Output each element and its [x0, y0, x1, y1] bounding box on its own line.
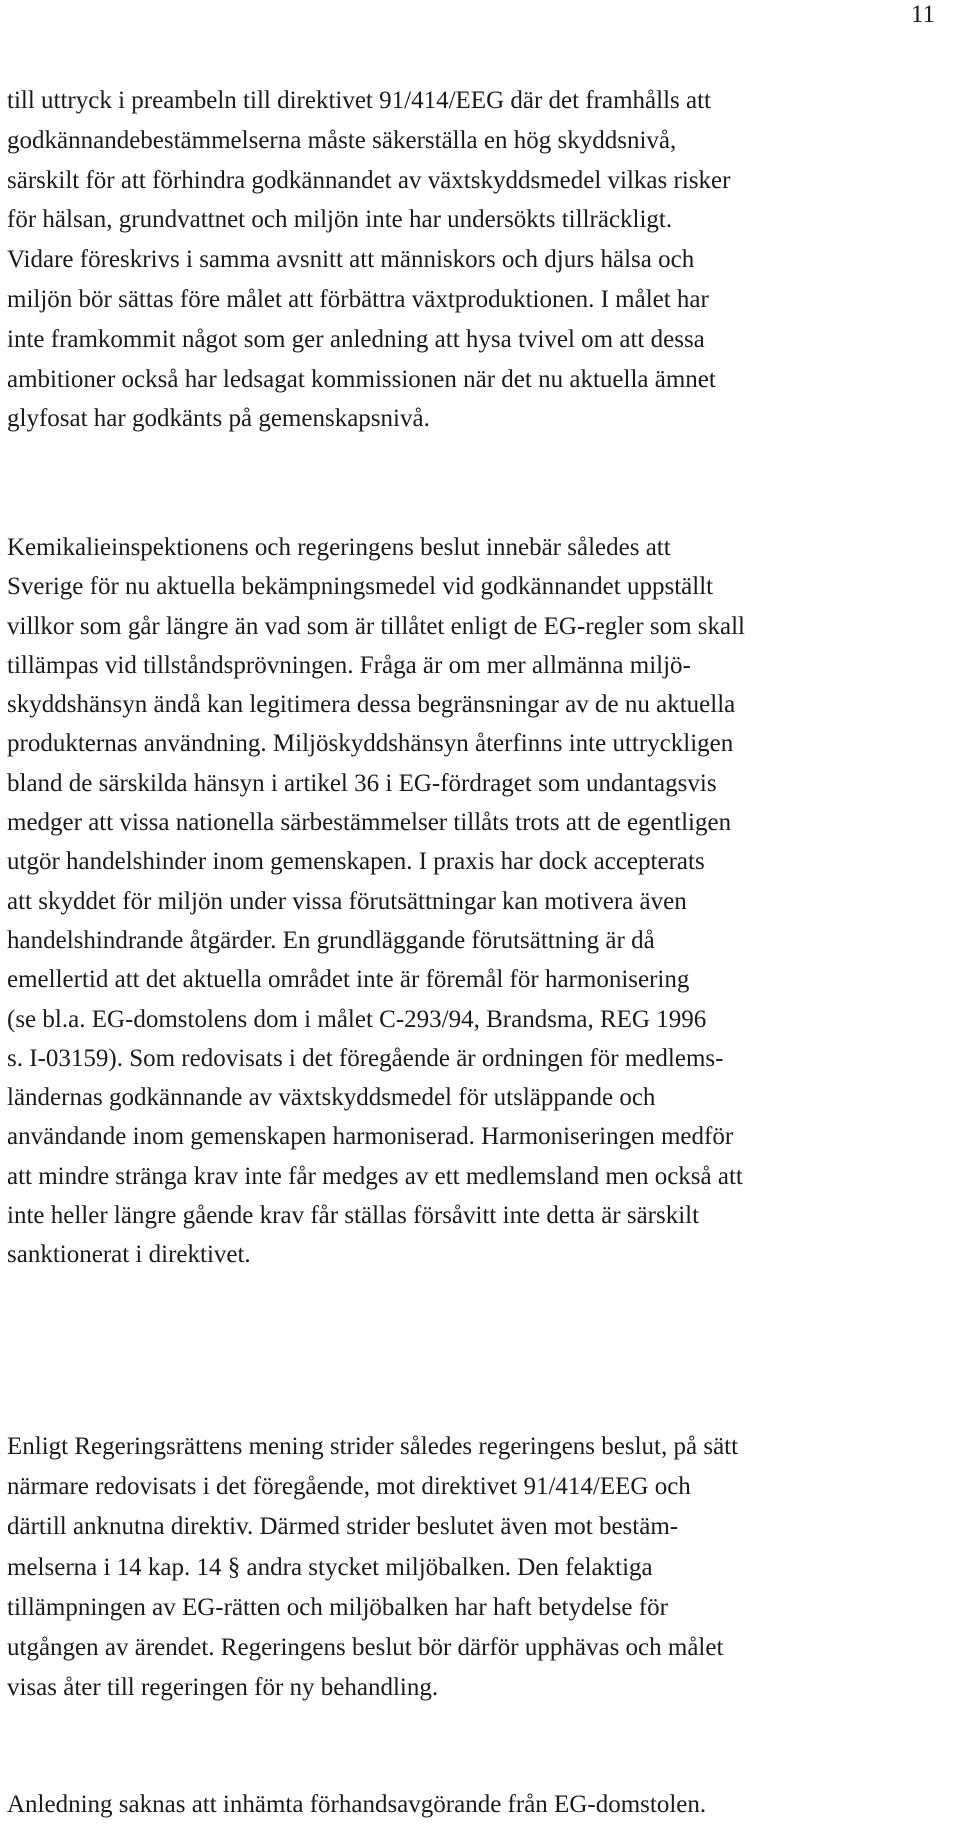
- paragraph-harmonisation-analysis: [7, 528, 947, 1275]
- text-line: melserna i 14 kap. 14 § andra stycket miljöbalken. Den felaktiga: [7, 1553, 653, 1581]
- text-line: visas åter till regeringen för ny behandling.: [7, 1674, 439, 1702]
- text-line: tillämpas vid tillståndsprövningen. Fråga är om mer allmänna miljö-: [7, 651, 691, 679]
- text-line: Sverige för nu aktuella bekämpningsmedel vid godkännandet uppställt: [7, 573, 714, 601]
- text-line: tillämpningen av EG-rätten och miljöbalken har haft betydelse för: [7, 1593, 668, 1621]
- text-line: skyddshänsyn ändå kan legitimera dessa begränsningar av de nu aktuella: [7, 691, 736, 719]
- text-line: att mindre stränga krav inte får medges av ett medlemsland men också att: [7, 1162, 743, 1190]
- text-line: godkännandebestämmelserna måste säkerställa en hög skyddsnivå,: [7, 126, 677, 154]
- text-line: bland de särskilda hänsyn i artikel 36 i EG-fördraget som undantagsvis: [7, 769, 717, 797]
- text-line: miljön bör sättas före målet att förbättra växtproduktionen. I målet har: [7, 285, 709, 313]
- text-line: för hälsan, grundvattnet och miljön inte har undersökts tillräckligt.: [7, 206, 673, 234]
- text-line: sanktionerat i direktivet.: [7, 1241, 251, 1269]
- text-line: Enligt Regeringsrättens mening strider således regeringens beslut, på sätt: [7, 1433, 739, 1460]
- text-line: särskilt för att förhindra godkännandet av växtskyddsmedel vilkas risker: [7, 166, 731, 194]
- text-line: (se bl.a. EG-domstolens dom i målet C-293/94, Brandsma, REG 1996: [7, 1005, 707, 1033]
- paragraph-court-conclusion: [7, 1427, 947, 1708]
- text-line: att skyddet för miljön under vissa förutsättningar kan motivera även: [7, 887, 687, 915]
- paragraph-preliminary-ruling: [7, 1785, 947, 1825]
- text-line: Kemikalieinspektionens och regeringens beslut innebär således att: [7, 534, 671, 561]
- text-line: inte framkommit något som ger anledning att hysa tvivel om att dessa: [7, 325, 705, 353]
- text-line: Anledning saknas att inhämta förhandsavgörande från EG-domstolen.: [7, 1791, 707, 1818]
- text-line: utgången av ärendet. Regeringens beslut bör därför upphävas och målet: [7, 1634, 724, 1662]
- text-line: s. I-03159). Som redovisats i det föregående är ordningen för medlems-: [7, 1044, 724, 1072]
- text-line: ambitioner också har ledsagat kommissionen när det nu aktuella ämnet: [7, 365, 716, 393]
- text-line: glyfosat har godkänts på gemenskapsnivå.: [7, 405, 430, 433]
- text-line: Vidare föreskrivs i samma avsnitt att människors och djurs hälsa och: [7, 246, 695, 274]
- text-line: ländernas godkännande av växtskyddsmedel för utsläppande och: [7, 1084, 656, 1112]
- text-line: villkor som går längre än vad som är tillåtet enligt de EG-regler som skall: [7, 612, 745, 640]
- text-line: medger att vissa nationella särbestämmelser tillåts trots att de egentligen: [7, 809, 732, 837]
- text-line: utgör handelshinder inom gemenskapen. I praxis har dock accepterats: [7, 848, 705, 876]
- text-line: närmare redovisats i det föregående, mot direktivet 91/414/EEG och: [7, 1473, 691, 1501]
- paragraph-preamble-discussion: [7, 81, 947, 439]
- text-line: handelshindrande åtgärder. En grundläggande förutsättning är då: [7, 926, 655, 954]
- text-line: till uttryck i preambeln till direktivet 91/414/EEG där det framhålls att: [7, 87, 711, 114]
- text-line: emellertid att det aktuella området inte är föremål för harmonisering: [7, 966, 690, 994]
- text-line: därtill anknutna direktiv. Därmed strider beslutet även mot bestäm-: [7, 1513, 679, 1541]
- text-line: produkternas användning. Miljöskyddshänsyn återfinns inte uttryckligen: [7, 730, 734, 758]
- text-line: användande inom gemenskapen harmoniserad. Harmoniseringen medför: [7, 1123, 734, 1151]
- page-number: 11: [910, 1, 935, 28]
- text-line: inte heller längre gående krav får ställas försåvitt inte detta är särskilt: [7, 1202, 700, 1230]
